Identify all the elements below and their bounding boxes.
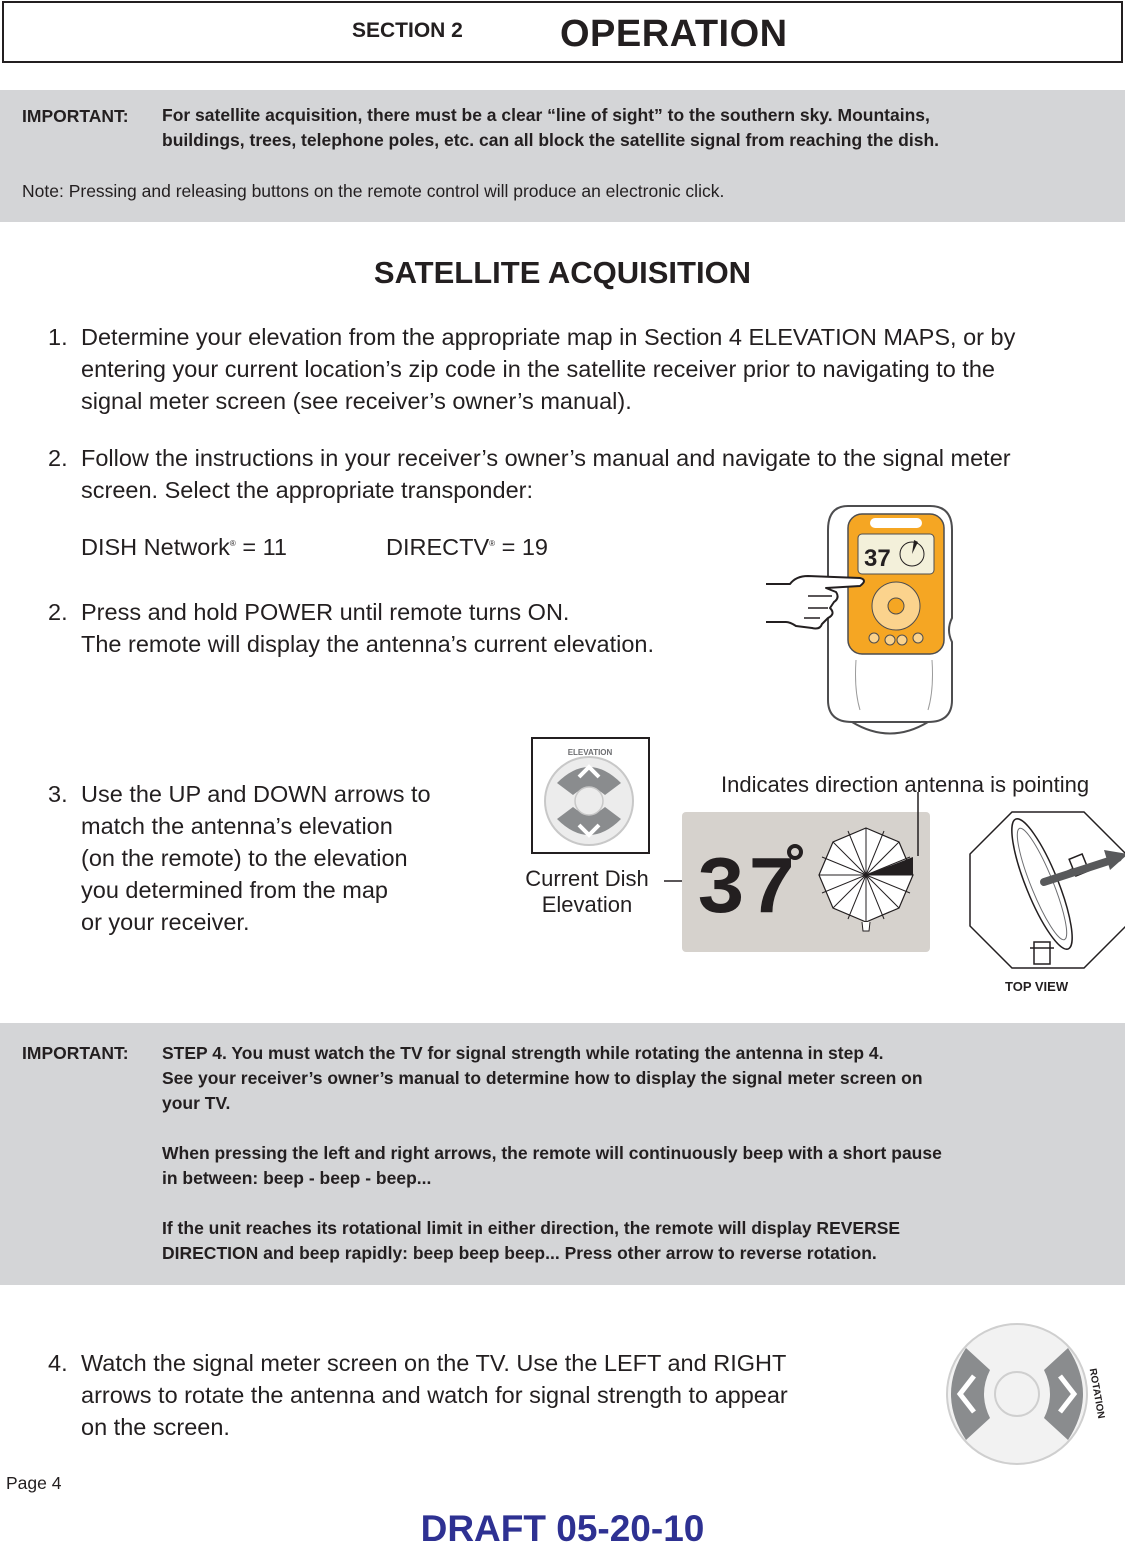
- step-line: arrows to rotate the antenna and watch for signal strength to appear: [81, 1382, 788, 1408]
- important-line: your TV.: [162, 1093, 231, 1113]
- rotation-buttons-figure: [944, 1320, 1107, 1470]
- step-number: 2.: [48, 445, 68, 471]
- important-line: DIRECTION and beep rapidly: beep beep beep... Press other arrow to reverse rotation.: [162, 1243, 877, 1263]
- callout-line: Current Dish: [525, 866, 649, 891]
- important-line: [162, 1191, 942, 1216]
- important-line: If the unit reaches its rotational limit in either direction, the remote will display REVERSE: [162, 1218, 901, 1238]
- step-line: Watch the signal meter screen on the TV. Use the LEFT and RIGHT: [81, 1350, 787, 1376]
- elevation-label: ELEVATION: [567, 748, 613, 757]
- step-line: signal meter screen (see receiver’s owner’s manual).: [81, 388, 632, 414]
- registered-mark: ®: [229, 539, 236, 549]
- callout-line: Elevation: [541, 892, 633, 917]
- step-line: screen. Select the appropriate transponder:: [81, 477, 533, 503]
- section-label: SECTION 2: [352, 19, 463, 42]
- step-line: Use the UP and DOWN arrows to: [81, 781, 431, 807]
- step-line: The remote will display the antenna’s current elevation.: [81, 631, 655, 657]
- directv-value: = 19: [501, 534, 548, 560]
- step-line: or your receiver.: [81, 909, 250, 935]
- page-number: Page 4: [6, 1473, 62, 1493]
- important-line: STEP 4. You must watch the TV for signal strength while rotating the antenna in step 4.: [162, 1043, 884, 1063]
- section-header: [2, 1, 1123, 63]
- important-line: in between: beep - beep - beep...: [162, 1168, 432, 1188]
- dish-top-view: [968, 810, 1125, 970]
- pointing-callout: Indicates direction antenna is pointing: [721, 772, 1090, 797]
- remote-lcd-value: 37: [864, 545, 891, 572]
- important-note-2: [0, 1023, 1125, 1285]
- step-line: on the screen.: [81, 1414, 230, 1440]
- section-title: OPERATION: [560, 13, 788, 55]
- step-line: Press and hold POWER until remote turns ON.: [81, 599, 570, 625]
- page-heading: SATELLITE ACQUISITION: [373, 255, 752, 290]
- dish-network-value: = 11: [242, 534, 287, 560]
- important-line: When pressing the left and right arrows, the remote will continuously beep with a short pause: [162, 1143, 942, 1163]
- important-label: IMPORTANT:: [22, 106, 129, 126]
- step-line: (on the remote) to the elevation: [81, 845, 408, 871]
- important-label: IMPORTANT:: [22, 1043, 129, 1063]
- step-number: 4.: [48, 1350, 68, 1376]
- elevation-display: [664, 800, 934, 955]
- elevation-buttons-figure: [531, 737, 651, 855]
- dish-network-name: DISH Network: [81, 534, 230, 560]
- remote-illustration: [760, 500, 960, 745]
- step-number: 1.: [48, 324, 68, 350]
- display-value: 37: [696, 844, 799, 937]
- step-line: Follow the instructions in your receiver’s owner’s manual and navigate to the signal meter: [81, 445, 1011, 471]
- important-line: For satellite acquisition, there must be a clear “line of sight” to the southern sky. Mountains,: [162, 105, 930, 125]
- draft-watermark: DRAFT 05-20-10: [420, 1508, 705, 1549]
- transponder-directv: [386, 534, 548, 561]
- transponder-dish: [81, 534, 287, 561]
- step-line: you determined from the map: [81, 877, 388, 903]
- important-text: [162, 103, 939, 153]
- rotation-label: ROTATION: [1086, 1367, 1107, 1420]
- dish-elevation-callout: [522, 866, 652, 918]
- click-note: Note: Pressing and releasing buttons on the remote control will produce an electronic click.: [22, 181, 725, 201]
- important-line: buildings, trees, telephone poles, etc. can all block the satellite signal from reaching the dish.: [162, 130, 939, 150]
- registered-mark: ®: [489, 539, 496, 549]
- top-view-label: TOP VIEW: [1005, 979, 1069, 994]
- important-text: [162, 1041, 942, 1266]
- step-line: entering your current location’s zip code in the satellite receiver prior to navigating to the: [81, 356, 995, 382]
- important-note-1: [0, 90, 1125, 222]
- important-line: See your receiver’s owner’s manual to determine how to display the signal meter screen on: [162, 1068, 923, 1088]
- step-line: Determine your elevation from the appropriate map in Section 4 ELEVATION MAPS, or by: [81, 324, 1016, 350]
- step-line: match the antenna’s elevation: [81, 813, 393, 839]
- step-number: 3.: [48, 781, 68, 807]
- step-number: 2.: [48, 599, 68, 625]
- important-line: [162, 1116, 942, 1141]
- directv-name: DIRECTV: [386, 534, 490, 560]
